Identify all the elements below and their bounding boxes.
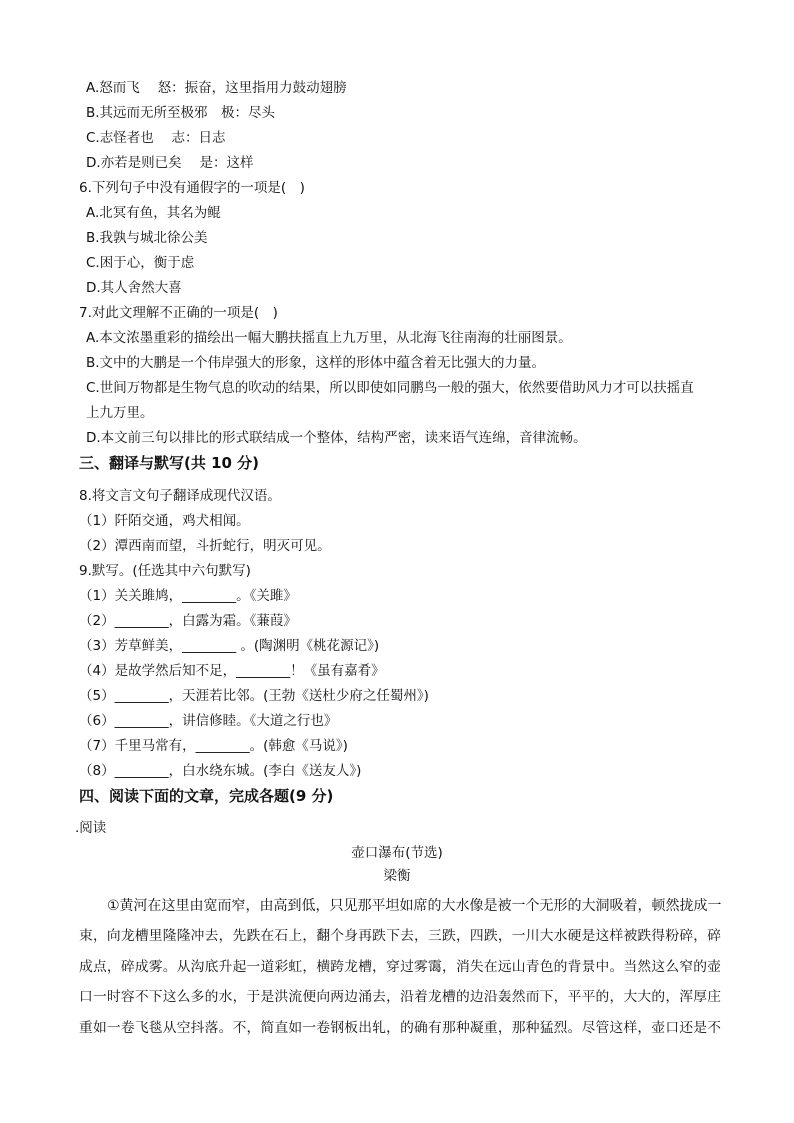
q7-option-d: D.本文前三句以排比的形式联结成一个整体，结构严密，读来语气连绵，音律流畅。 [86, 430, 587, 446]
q7-option-b: B.文中的大鹏是一个伟岸强大的形象，这样的形体中蕴含着无比强大的力量。 [86, 355, 546, 371]
section3-heading: 三、翻译与默写(共 10 分) [79, 454, 260, 472]
section4-heading: 四、阅读下面的文章，完成各题(9 分) [79, 787, 334, 805]
q9-item-6: （6）________，讲信修睦。《大道之行也》 [79, 713, 338, 729]
article-author: 梁衡 [383, 868, 411, 884]
q8-stem: 8.将文言文句子翻译成现代汉语。 [79, 488, 281, 504]
article-title: 壶口瀑布(节选) [351, 845, 443, 861]
q7-option-c-cont: 上九万里。 [86, 405, 154, 421]
q5-option-c: C.志怪者也 志：日志 [86, 130, 226, 146]
q9-item-4: （4）是故学然后知不足，________！《虽有嘉肴》 [79, 663, 385, 679]
q9-item-1: （1）关关雎鸠，________。《关雎》 [79, 588, 297, 604]
q9-item-3: （3）芳草鲜美，________ 。(陶渊明《桃花源记》) [79, 638, 380, 654]
q6-option-d: D.其人舍然大喜 [86, 280, 182, 296]
q8-item-2: （2）潭西南而望，斗折蛇行，明灭可见。 [79, 538, 331, 554]
q9-item-2: （2）________，白露为霜。《蒹葭》 [79, 613, 297, 629]
q9-item-5: （5）________，天涯若比邻。(王勃《送杜少府之任蜀州》) [79, 688, 429, 704]
article-line-3: 成点，碎成雾。从沟底升起一道彩虹，横跨龙槽，穿过雾霭，消失在远山青色的背景中。当然这么窄的壶 [79, 959, 721, 975]
article-line-1: ①黄河在这里由宽而窄，由高到低，只见那平坦如席的大水像是被一个无形的大洞吸着，顿然拢成一 [79, 898, 722, 914]
q7-option-c: C.世间万物都是生物气息的吹动的结果，所以即使如同鹏鸟一般的强大，依然要借助风力才可以扶摇直 [86, 380, 694, 396]
q7-stem: 7.对此文理解不正确的一项是( ) [79, 305, 278, 321]
q9-stem: 9.默写。(任选其中六句默写) [79, 563, 251, 579]
q6-stem: 6.下列句子中没有通假字的一项是( ) [79, 180, 305, 196]
q8-item-1: （1）阡陌交通，鸡犬相闻。 [79, 513, 250, 529]
q9-item-7: （7）千里马常有，________。(韩愈《马说》) [79, 738, 348, 754]
article-line-4: 口一时容不下这么多的水，于是洪流便向两边涌去，沿着龙槽的边沿轰然而下，平平的，大大的，浑厚庄 [79, 989, 721, 1005]
article-line-5: 重如一卷飞毯从空抖落。不，简直如一卷钢板出轧，的确有那种凝重，那种猛烈。尽管这样，壶口还是不 [79, 1020, 721, 1036]
q5-option-d: D.亦若是则已矣 是：这样 [86, 155, 254, 171]
article-line-2: 束，向龙槽里隆隆冲去，先跌在石上，翻个身再跌下去，三跌，四跌，一川大水硬是这样被跌得粉碎，碎 [79, 928, 721, 944]
q5-option-a: A.怒而飞 怒：振奋，这里指用力鼓动翅膀 [86, 80, 347, 96]
q7-option-a: A.本文浓墨重彩的描绘出一幅大鹏扶摇直上九万里，从北海飞往南海的壮丽图景。 [86, 330, 572, 346]
q6-option-b: B.我孰与城北徐公美 [86, 230, 208, 246]
q5-option-b: B.其远而无所至极邪 极：尽头 [86, 105, 276, 121]
read-label: .阅读 [75, 820, 107, 836]
q6-option-a: A.北冥有鱼，其名为鲲 [86, 205, 221, 221]
q6-option-c: C.困于心，衡于虑 [86, 255, 195, 271]
q9-item-8: （8）________，白水绕东城。(李白《送友人》) [79, 763, 362, 779]
